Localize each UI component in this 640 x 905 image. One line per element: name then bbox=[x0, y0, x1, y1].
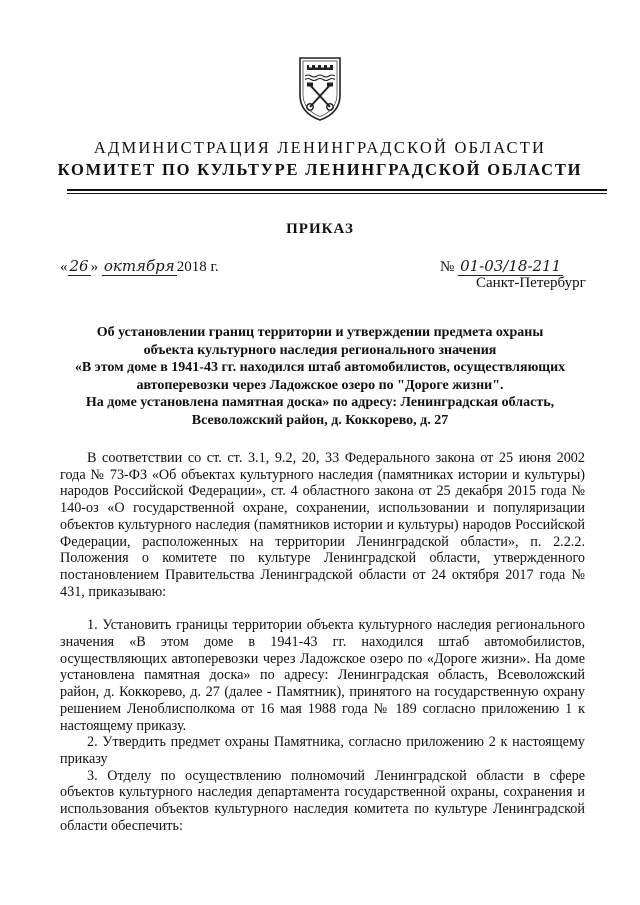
date-close-quote: » bbox=[90, 259, 99, 275]
preamble-paragraph: В соответствии со ст. ст. 3.1, 9.2, 20, 33 Федерального закона от 25 июня 2002 года № 73-ФЗ «Об объектах культурного наследия (памятниках истории и культуры) народов Российской Федерации», ст. 4 областного закона от 25 декабря 2015 года № 140-оз «О государственной охране, сохранении, использовании и популяризации объектов культурного наследия (памятников истории и культуры) народов Российской Федерации, расположенных на территории Ленинградской области», п. 2.2.2. Положения о комитете по культуре Ленинградской области, утвержденного постановлением Правительства Ленинградской области от 24 октября 2017 года № 431, приказываю: bbox=[60, 450, 585, 600]
document-city: Санкт-Петербург bbox=[476, 275, 586, 291]
header-rule-thin bbox=[67, 193, 607, 194]
order-item-3: 3. Отделу по осуществлению полномочий Ленинградской области в сфере объектов культурного наследия департамента государственной охраны, сохранения и использования объектов культурного наследия комитета по культуре Ленинградской области обеспечить: bbox=[60, 767, 585, 834]
org-name-line-2: КОМИТЕТ ПО КУЛЬТУРЕ ЛЕНИНГРАДСКОЙ ОБЛАСТИ bbox=[57, 160, 583, 179]
title-line: «В этом доме в 1941-43 гг. находился штаб автомобилистов, осуществляющих bbox=[74, 360, 566, 375]
document-date bbox=[60, 257, 219, 276]
document-number bbox=[440, 257, 563, 276]
title-line: Всеволожский район, д. Коккорево, д. 27 bbox=[191, 412, 449, 428]
number-handwritten: 01-03/18-211 bbox=[460, 257, 562, 275]
date-month-handwritten: октября bbox=[103, 257, 175, 275]
title-line: автоперевозки через Ладожское озеро по "Дороге жизни". bbox=[136, 377, 504, 393]
order-item-2: 2. Утвердить предмет охраны Памятника, согласно приложению 2 к настоящему приказу bbox=[60, 734, 585, 767]
title-line: Об установлении границ территории и утверждении предмета охраны bbox=[96, 325, 544, 340]
number-prefix: № bbox=[440, 259, 455, 275]
date-year: 2018 г. bbox=[176, 259, 219, 275]
date-open-quote: « bbox=[60, 259, 68, 275]
title-line: объекта культурного наследия регионального значения bbox=[143, 342, 497, 358]
org-name-line-1: АДМИНИСТРАЦИЯ ЛЕНИНГРАДСКОЙ ОБЛАСТИ bbox=[93, 138, 547, 157]
document-title bbox=[55, 324, 585, 429]
date-day-handwritten: 26 bbox=[69, 257, 89, 275]
title-line: На доме установлена памятная доска» по адресу: Ленинградская область, bbox=[85, 395, 555, 410]
order-item-1: 1. Установить границы территории объекта культурного наследия регионального значения «В этом доме в 1941-43 гг. находился штаб автомобилистов, осуществляющих автоперевозки через Ладожское озеро по «Дороге жизни». На доме установлена памятная доска» по адресу: Ленинградская область, Всеволожский район, д. Коккорево, д. 27 (далее - Памятник), принятого на государственную охрану решением Леноблисполкома от 16 мая 1988 года № 189 согласно приложению 1 к настоящему приказу. bbox=[60, 617, 585, 734]
document-type: ПРИКАЗ bbox=[286, 221, 354, 237]
document-body bbox=[60, 450, 585, 834]
header-rule-thick bbox=[67, 189, 607, 191]
leningrad-oblast-coat-of-arms-icon bbox=[297, 55, 343, 123]
